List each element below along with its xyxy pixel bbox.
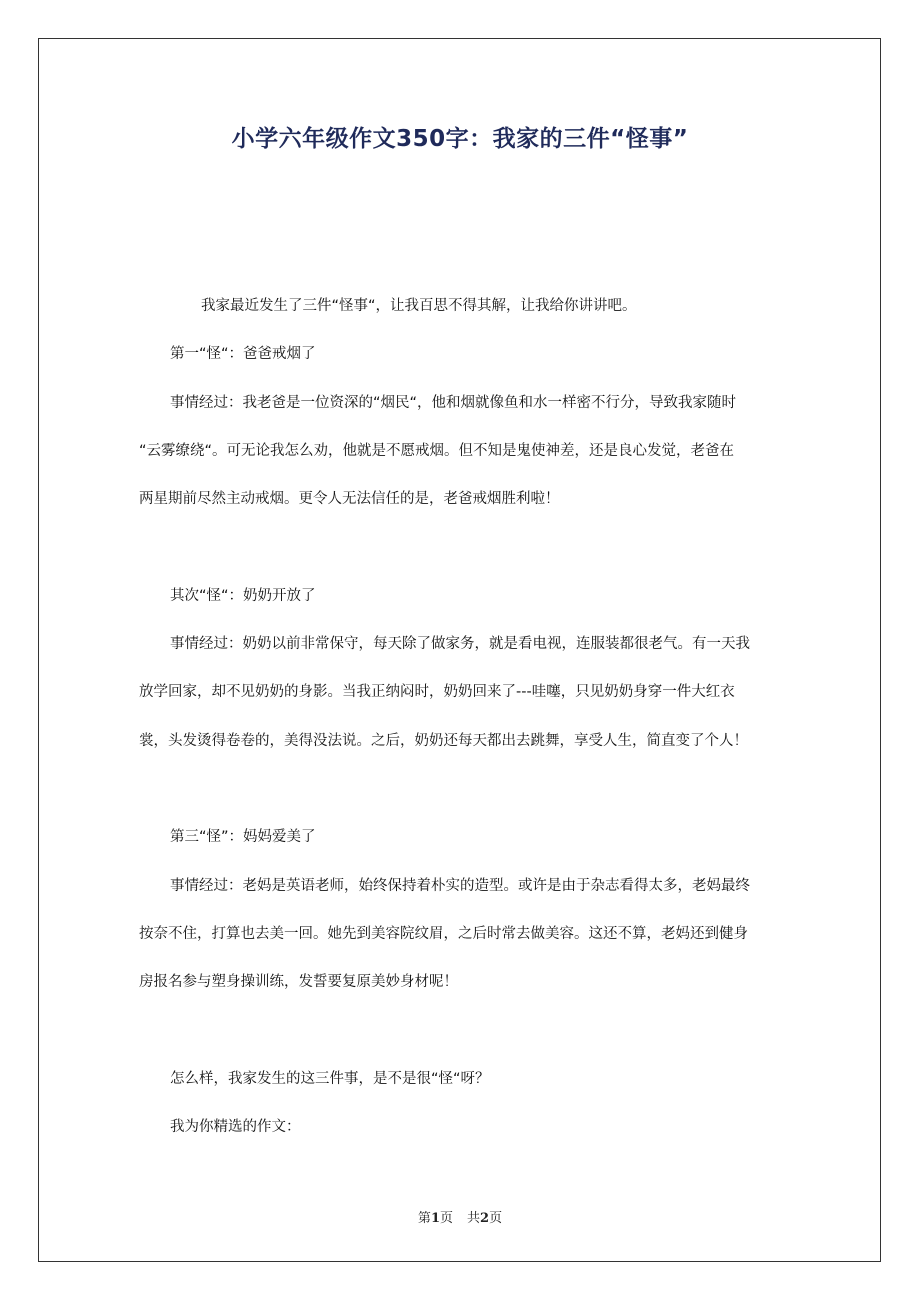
page-footer (0, 1207, 920, 1226)
page-current: 1 (430, 1211, 440, 1226)
closing-note: 我为你精选的作文： (170, 1119, 301, 1135)
paragraph-line: 两星期前尽然主动戒烟。更令人无法信任的是，老爸戒烟胜利啦！ (139, 491, 560, 507)
page-total: 2 (480, 1211, 490, 1226)
section-heading-second: 其次“怪“：奶奶开放了 (170, 588, 316, 604)
paragraph-line: 事情经过：奶奶以前非常保守，每天除了做家务，就是看电视，连服装都很老气。有一天我 (170, 636, 750, 652)
page-suffix: 页 (439, 1211, 453, 1226)
section-heading-third: 第三“怪”：妈妈爱美了 (170, 829, 316, 845)
page-prefix: 第 (417, 1211, 431, 1226)
paragraph-line: 事情经过：老妈是英语老师，始终保持着朴实的造型。或许是由于杂志看得太多，老妈最终 (170, 878, 750, 894)
closing-question: 怎么样，我家发生的这三件事，是不是很“怪“呀？ (170, 1071, 490, 1087)
section-heading-first: 第一“怪“：爸爸戒烟了 (170, 346, 316, 362)
paragraph-line: 事情经过：我老爸是一位资深的“烟民“，他和烟就像鱼和水一样密不行分，导致我家随时 (170, 395, 737, 411)
paragraph-line: 裳，头发烫得卷卷的，美得没法说。之后，奶奶还每天都出去跳舞，享受人生，简直变了个人！ (139, 733, 748, 749)
paragraph-line: 房报名参与塑身操训练，发誓要复原美妙身材呢！ (139, 974, 458, 990)
paragraph-line: 放学回家，却不见奶奶的身影。当我正纳闷时，奶奶回来了---哇噻，只见奶奶身穿一件大红衣 (139, 684, 735, 700)
total-suffix: 页 (489, 1211, 503, 1226)
document-title: 小学六年级作文350字：我家的三件“怪事” (231, 126, 689, 152)
intro-paragraph: 我家最近发生了三件“怪事“，让我百思不得其解，让我给你讲讲吧。 (201, 298, 637, 314)
paragraph-line: “云雾缭绕“。可无论我怎么劝，他就是不愿戒烟。但不知是鬼使神差，还是良心发觉，老爸在 (139, 443, 735, 459)
paragraph-line: 按奈不住，打算也去美一回。她先到美容院纹眉，之后时常去做美容。这还不算，老妈还到健身 (139, 926, 748, 942)
total-prefix: 共 (467, 1211, 481, 1226)
